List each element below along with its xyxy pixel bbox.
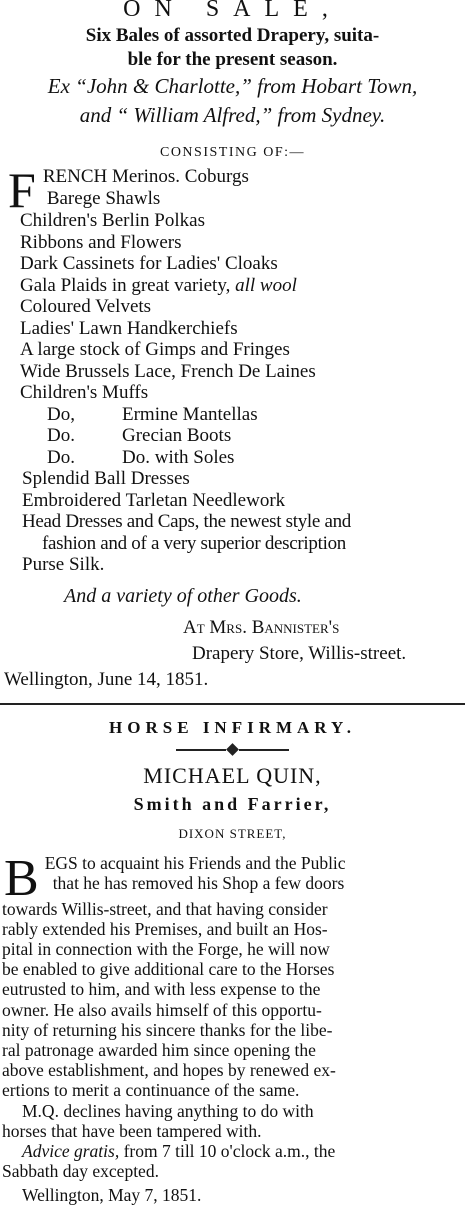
store-address — [0, 615, 465, 641]
goods-item: Children's Muffs — [20, 382, 149, 403]
ditto-text: Ermine Mantellas — [122, 403, 258, 425]
subheadline: Six Bales of assorted Drapery, suita- — [85, 25, 380, 46]
body-line: above establishment, and hopes by renewed ex- — [2, 1060, 336, 1081]
goods-item: Purse Silk. — [22, 554, 105, 575]
ditto-item — [4, 447, 465, 469]
ditto-text: Do. with Soles — [122, 446, 235, 468]
advice-label: Advice gratis, — [22, 1140, 120, 1161]
body-line: owner. He also avails himself of this opportu- — [2, 999, 322, 1020]
goods-item: Ribbons and Flowers — [20, 231, 182, 253]
body-line: pital in connection with the Forge, he will now — [2, 938, 330, 959]
goods-item: Wide Brussels Lace, French De Laines — [20, 360, 316, 382]
ditto-mark: Do, — [47, 403, 75, 425]
goods-item: Barege Shawls — [46, 187, 161, 209]
goods-item: Dark Cassinets for Ladies' Cloaks — [20, 253, 278, 274]
goods-item: Children's Berlin Polkas — [20, 210, 205, 231]
street-line: DIXON STREET, — [178, 825, 287, 841]
horse-infirmary-advertisement — [0, 713, 465, 1206]
ships-line-cont: and “ William Alfred,” from Sydney. — [79, 103, 386, 127]
goods-item: Ladies' Lawn Handkerchiefs — [20, 317, 238, 339]
goods-list — [0, 162, 465, 576]
goods-item: Head Dresses and Caps, the newest style and — [22, 511, 352, 532]
drop-cap-b: B — [4, 849, 39, 907]
body-line: M.Q. declines having anything to do with — [22, 1100, 314, 1121]
goods-item-text: Gala Plaids in great variety, — [20, 274, 231, 296]
headline-on-sale: ON SALE, — [123, 0, 342, 22]
advice-text: from 7 till 10 o'clock a.m., the — [123, 1140, 336, 1161]
body-line: ertions to merit a continuance of the same. — [2, 1080, 300, 1101]
ornament-diamond-rule — [0, 743, 465, 757]
body-line: Sabbath day excepted. — [2, 1161, 159, 1182]
consisting-heading: CONSISTING OF:— — [159, 145, 305, 160]
ditto-item — [4, 425, 465, 447]
body-line: towards Willis-street, and that having consider — [2, 898, 328, 919]
goods-item — [4, 275, 465, 297]
body-line: be enabled to give additional care to the Horses — [2, 959, 335, 980]
body-text — [0, 849, 465, 1206]
advice-line — [0, 1141, 465, 1161]
store-street: Drapery Store, Willis-street. — [192, 642, 407, 664]
goods-item: Coloured Velvets — [20, 296, 152, 317]
drop-cap-f: F — [8, 162, 36, 218]
goods-item-note: all wool — [235, 274, 297, 296]
ditto-mark: Do. — [47, 446, 75, 468]
proprietor-name: MICHAEL QUIN, — [143, 762, 322, 788]
body-line: EGS to acquaint his Friends and the Public — [44, 852, 346, 873]
goods-item: RENCH Merinos. Coburgs — [42, 166, 249, 187]
ditto-mark: Do. — [47, 425, 75, 446]
goods-item: Embroidered Tarletan Needlework — [22, 489, 286, 511]
goods-item-cont: fashion and of a very superior description — [42, 532, 346, 554]
body-line: horses that have been tampered with. — [2, 1120, 262, 1141]
headline-horse-infirmary: HORSE INFIRMARY. — [109, 717, 356, 737]
body-line: nity of returning his sincere thanks for the libe- — [2, 1019, 333, 1040]
ditto-text: Grecian Boots — [122, 425, 232, 446]
goods-item: Splendid Ball Dresses — [22, 468, 190, 489]
body-line: rably extended his Premises, and built an Hos- — [2, 918, 328, 939]
goods-item: A large stock of Gimps and Fringes — [20, 339, 290, 360]
body-line: eutrusted to him, and with less expense to the — [2, 979, 321, 1000]
ships-line: Ex “John & Charlotte,” from Hobart Town, — [47, 74, 418, 98]
divider-rule — [0, 703, 465, 705]
dateline-june: Wellington, June 14, 1851. — [4, 668, 209, 690]
subheadline-cont: ble for the present season. — [127, 49, 338, 70]
body-line: that he has removed his Shop a few doors — [52, 872, 345, 893]
body-line: ral patronage awarded him since opening the — [2, 1039, 316, 1060]
variety-line: And a variety of other Goods. — [64, 584, 302, 607]
store-owner: At Mrs. Bannister's — [183, 616, 340, 638]
dateline-may: Wellington, May 7, 1851. — [22, 1185, 202, 1206]
trade-line: Smith and Farrier, — [133, 793, 332, 814]
ditto-item — [4, 404, 465, 426]
